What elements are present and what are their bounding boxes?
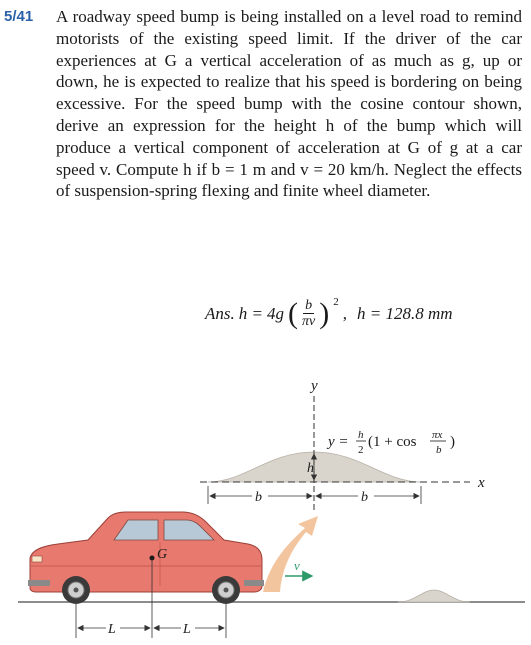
b-label-right: b bbox=[361, 490, 368, 505]
eq-frac-den: 2 bbox=[358, 444, 364, 456]
car bbox=[28, 512, 264, 604]
answer-lhs: h = bbox=[238, 303, 263, 323]
answer-frac-den: πv bbox=[301, 314, 316, 329]
answer-frac-num: b bbox=[305, 298, 313, 313]
eq-close: ) bbox=[450, 434, 455, 450]
eq-lhs: y = bbox=[328, 434, 349, 450]
answer-line bbox=[205, 295, 453, 330]
answer-close-paren: ) bbox=[319, 296, 330, 330]
y-axis-label: y bbox=[311, 378, 318, 394]
motion-arrow bbox=[263, 516, 318, 592]
L-label-right: L bbox=[183, 622, 191, 637]
car-bumper-front bbox=[28, 580, 50, 586]
eq-body: (1 + cos bbox=[368, 434, 417, 450]
eq-cos-num: πx bbox=[432, 429, 443, 441]
L-label-left: L bbox=[108, 622, 116, 637]
problem-number: 5/41 bbox=[4, 8, 34, 25]
rear-wheel bbox=[212, 576, 240, 604]
speed-bump-figure bbox=[0, 360, 531, 645]
answer-fraction bbox=[302, 298, 315, 329]
contour-equation bbox=[326, 429, 455, 456]
eq-frac-num: h bbox=[358, 429, 364, 441]
eq-cos-den: b bbox=[436, 444, 442, 456]
cg-label: G bbox=[157, 547, 168, 562]
car-bumper-rear bbox=[244, 580, 264, 586]
h-label: h bbox=[307, 461, 314, 476]
center-of-gravity-dot bbox=[150, 556, 155, 561]
answer-sep: , bbox=[342, 303, 347, 323]
b-label-left: b bbox=[255, 490, 262, 505]
bump-profile-road bbox=[398, 590, 470, 602]
velocity-label: v bbox=[294, 558, 300, 573]
problem-statement: A roadway speed bump is being installed on a level road to remind motorists of the existing speed limit. If the driver of the car experiences at G a vertical acceleration of as much as g, up or down, he is expected to realize that his speed is bordering on being excessive. For the speed bump with the cosine contour shown, derive an expression for the height h of the bump which will produce a vertical component of acceleration at G of g at a car speed v. Compute h if b = 1 m and v = 20 km/h. Neglect the effects of suspension-spring flexing and finite wheel diameter. bbox=[56, 7, 522, 201]
answer-prefix: Ans. bbox=[205, 303, 235, 323]
x-axis-label: x bbox=[478, 475, 485, 491]
answer-result: h = 128.8 mm bbox=[356, 303, 453, 323]
answer-coef: 4g bbox=[266, 303, 284, 323]
front-wheel bbox=[62, 576, 90, 604]
answer-exponent: 2 bbox=[333, 295, 339, 308]
car-headlight bbox=[32, 556, 42, 562]
answer-open-paren: ( bbox=[287, 296, 298, 330]
